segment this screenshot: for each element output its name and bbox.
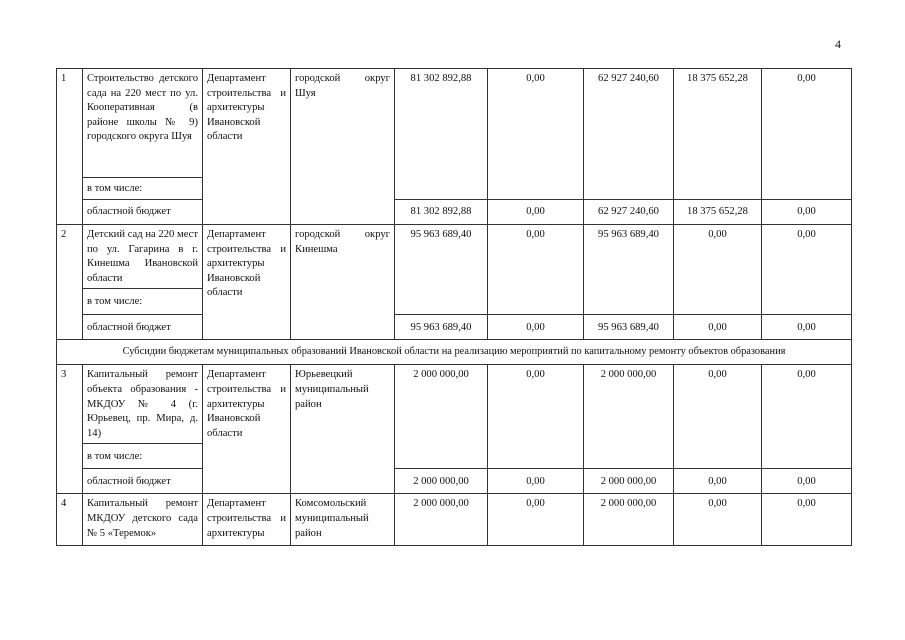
including-label: в том числе:	[83, 289, 203, 315]
value-cell: 0,00	[762, 69, 852, 200]
budget-label: областной бюджет	[83, 469, 203, 494]
including-label: в том числе:	[83, 444, 203, 469]
value-cell: 0,00	[488, 365, 584, 469]
value-cell: 62 927 240,60	[584, 69, 674, 200]
value-cell: 81 302 892,88	[395, 200, 488, 225]
value-cell: 0,00	[762, 315, 852, 340]
value-cell: 0,00	[762, 365, 852, 469]
budget-label: областной бюджет	[83, 315, 203, 340]
value-cell: 0,00	[488, 69, 584, 200]
budget-label: областной бюджет	[83, 200, 203, 225]
value-cell: 0,00	[488, 315, 584, 340]
object-name: Капитальный ремонт МКДОУ детского сада № 5 «Теремок»	[83, 494, 203, 546]
municipality: Юрьевецкий муниципальный район	[291, 365, 395, 494]
municipality: Комсомольский муниципальный район	[291, 494, 395, 546]
value-cell: 0,00	[674, 365, 762, 469]
table-row	[57, 315, 852, 340]
value-cell: 0,00	[674, 225, 762, 315]
value-cell: 95 963 689,40	[395, 315, 488, 340]
value-cell: 62 927 240,60	[584, 200, 674, 225]
value-cell: 2 000 000,00	[395, 365, 488, 469]
value-cell: 95 963 689,40	[584, 225, 674, 315]
table-row	[57, 225, 852, 289]
table-row	[57, 69, 852, 178]
table-row	[57, 365, 852, 444]
value-cell: 0,00	[762, 494, 852, 546]
object-name: Строительство детского сада на 220 мест по ул. Кооперативная (в районе школы № 9) городского округа Шуя	[83, 69, 203, 178]
value-cell: 0,00	[674, 494, 762, 546]
budget-table	[56, 68, 852, 546]
value-cell: 0,00	[488, 469, 584, 494]
including-label: в том числе:	[83, 178, 203, 200]
table-row	[57, 340, 852, 365]
value-cell: 0,00	[674, 315, 762, 340]
value-cell: 2 000 000,00	[584, 365, 674, 469]
department: Департамент строительства и архитектуры Ивановской области	[203, 365, 291, 494]
value-cell: 0,00	[488, 494, 584, 546]
value-cell: 2 000 000,00	[584, 494, 674, 546]
section-heading: Субсидии бюджетам муниципальных образований Ивановской области на реализацию мероприятий по капитальному ремонту объектов образования	[57, 340, 852, 365]
value-cell: 2 000 000,00	[584, 469, 674, 494]
value-cell: 0,00	[674, 469, 762, 494]
object-name: Капитальный ремонт объекта образования - МКДОУ № 4 (г. Юрьевец, пр. Мира, д. 14)	[83, 365, 203, 444]
municipality: городской округ Кинешма	[291, 225, 395, 340]
value-cell: 0,00	[762, 469, 852, 494]
value-cell: 95 963 689,40	[395, 225, 488, 315]
value-cell: 0,00	[762, 200, 852, 225]
department: Департамент строительства и архитектуры Ивановской области	[203, 69, 291, 225]
value-cell: 0,00	[488, 225, 584, 315]
value-cell: 81 302 892,88	[395, 69, 488, 200]
row-number: 2	[57, 225, 83, 340]
table-row	[57, 469, 852, 494]
page-number: 4	[835, 37, 841, 51]
value-cell: 18 375 652,28	[674, 69, 762, 200]
value-cell: 0,00	[762, 225, 852, 315]
row-number: 1	[57, 69, 83, 225]
value-cell: 18 375 652,28	[674, 200, 762, 225]
object-name: Детский сад на 220 мест по ул. Гагарина в г. Кинешма Ивановской области	[83, 225, 203, 289]
department: Департамент строительства и архитектуры	[203, 494, 291, 546]
value-cell: 2 000 000,00	[395, 494, 488, 546]
value-cell: 2 000 000,00	[395, 469, 488, 494]
value-cell: 0,00	[488, 200, 584, 225]
municipality: городской округ Шуя	[291, 69, 395, 225]
value-cell: 95 963 689,40	[584, 315, 674, 340]
department: Департамент строительства и архитектуры Ивановской области	[203, 225, 291, 340]
table-row	[57, 200, 852, 225]
row-number: 3	[57, 365, 83, 494]
table-row	[57, 494, 852, 546]
row-number: 4	[57, 494, 83, 546]
